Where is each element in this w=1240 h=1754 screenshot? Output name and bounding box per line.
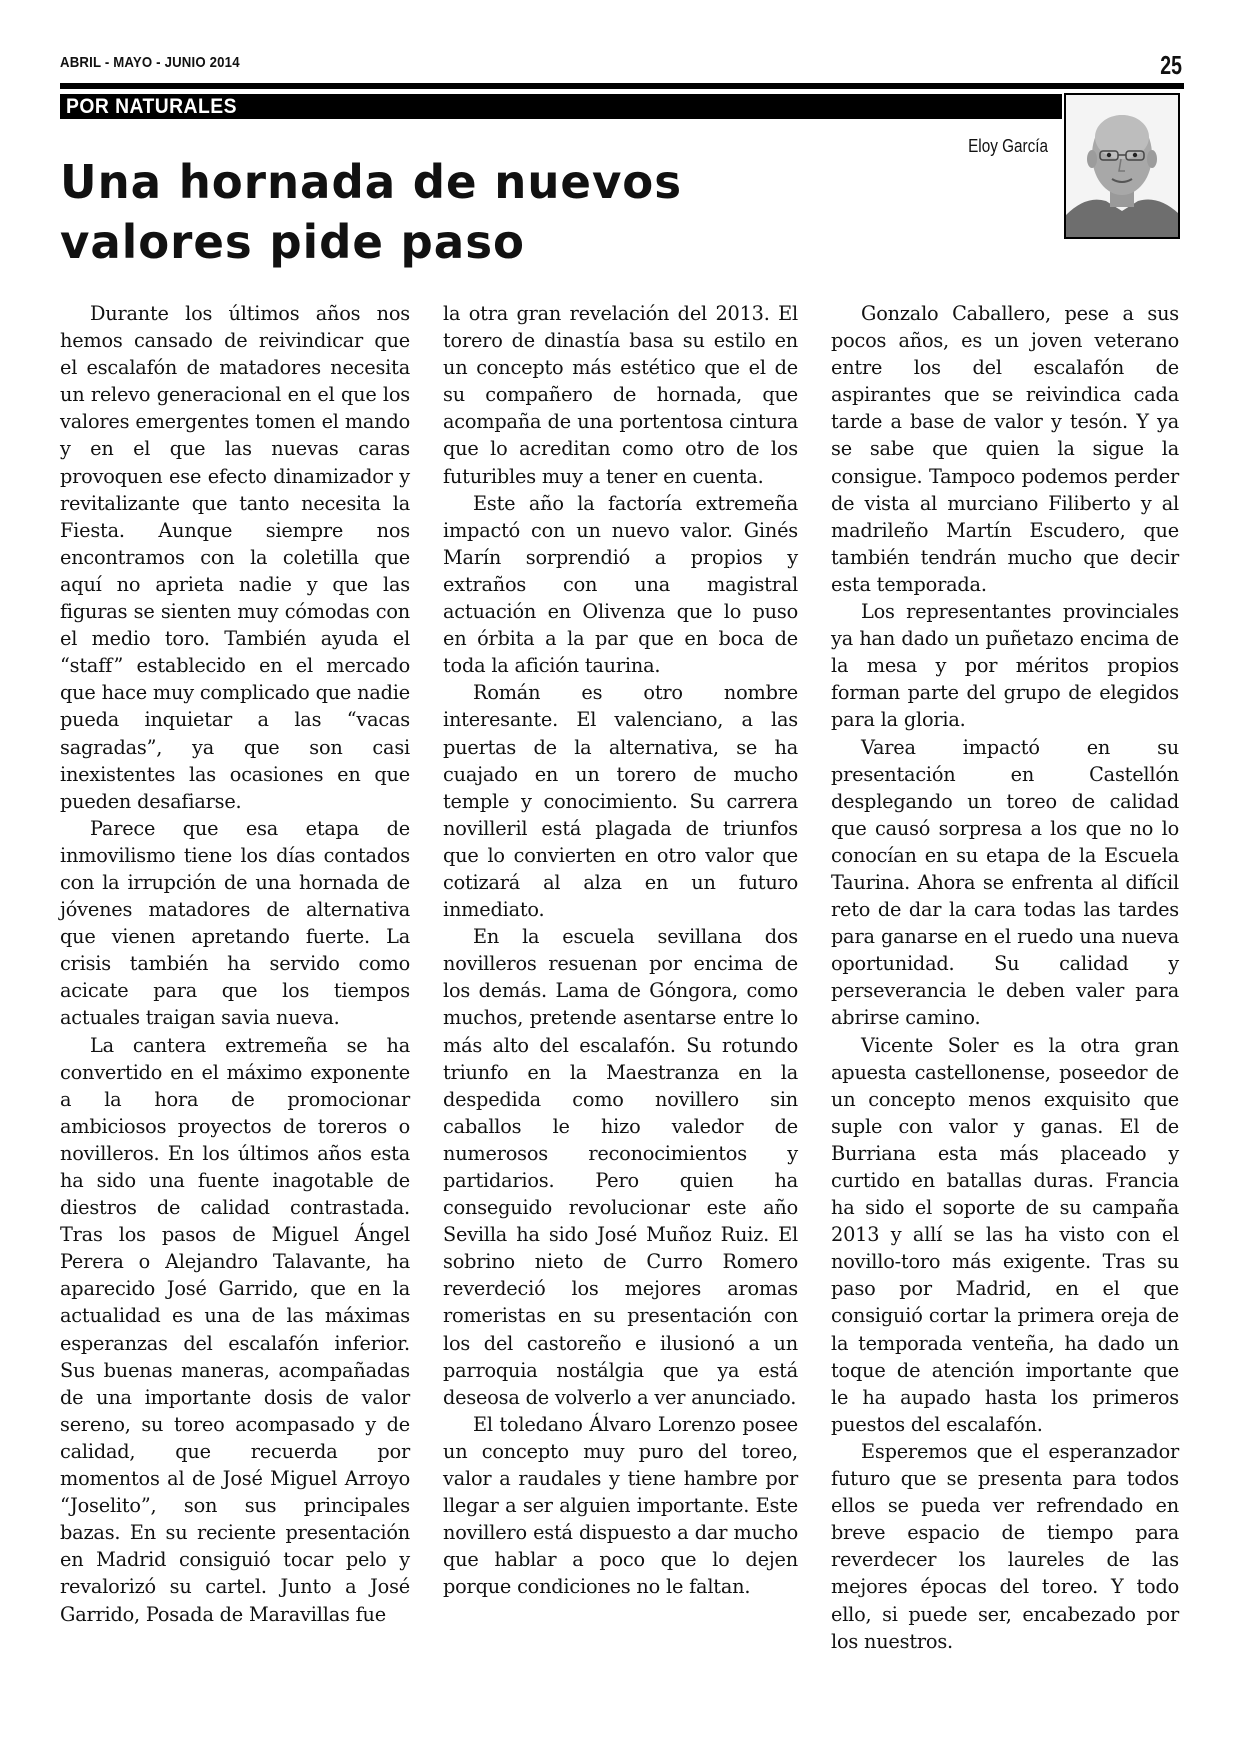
paragraph: Varea impactó en su presentación en Castellón desplegando un toreo de calidad que causó sorpresa a los que no lo conocían en su etapa de la Escuela Taurina. Ahora se enfrenta al difícil reto de dar la cara todas las tardes para ganarse en el ruedo una nueva oportunidad. Su calidad y perseverancia le deben valer para abrirse camino.	[831, 735, 1179, 1030]
paragraph: Román es otro nombre interesante. El valenciano, a las puertas de la alternativa, se ha cuajado en un torero de mucho temple y conocimiento. Su carrera novilleril está plagada de triunfos que lo convierten en otro valor que cotizará al alza en un futuro inmediato.	[443, 681, 798, 922]
article-body	[60, 300, 1180, 1690]
page-number: 25	[1160, 50, 1182, 80]
issue-date: ABRIL - MAYO - JUNIO 2014	[60, 54, 240, 71]
paragraph: Esperemos que el esperanzador futuro que se presenta para todos ellos se pueda ver refrendado en breve espacio de tiempo para reverdecer los laureles de las mejores épocas del toreo. Y todo ello, si puede ser, encabezado por los nuestros.	[831, 1439, 1179, 1653]
paragraph-continued: la otra gran revelación del 2013. El torero de dinastía basa su estilo en un concepto más estético que el de su compañero de hornada, que acompaña de una portentosa cintura que lo acreditan como otro de los futuribles muy a tener en cuenta.	[443, 302, 798, 488]
column-2	[443, 300, 798, 1690]
header-rule	[60, 83, 1184, 89]
paragraph: Vicente Soler es la otra gran apuesta castellonense, poseedor de un concepto menos exquisito que suple con valor y ganas. El de Burriana esta más placeado y curtido en batallas duras. Francia ha sido el soporte de su campaña 2013 y allí se las ha visto con el novillo-toro más exigente. Tras su paso por Madrid, en el que consiguió cortar la primera oreja de la temporada venteña, ha dado un toque de atención importante que le ha aupado hasta los primeros puestos del escalafón.	[831, 1033, 1179, 1436]
paragraph: El toledano Álvaro Lorenzo posee un concepto muy puro del toreo, valor a raudales y tiene hambre por llegar a ser alguien importante. Este novillero está dispuesto a dar mucho que hablar a poco que lo dejen porque condiciones no le faltan.	[443, 1412, 798, 1599]
paragraph: En la escuela sevillana dos novilleros resuenan por encima de los demás. Lama de Góngora, como muchos, pretende asentarse entre lo más alto del escalafón. Su rotundo triunfo en la Maestranza en la despedida como novillero sin caballos le hizo valedor de numerosos reconocimientos y partidarios. Pero quien ha conseguido revolucionar este año Sevilla ha sido José Muñoz Ruiz. El sobrino nieto de Curro Romero reverdeció los mejores aromas romeristas en su presentación con los del castoreño e ilusionó a un parroquia nostálgia que ya está deseosa de volverlo a ver anunciado.	[443, 925, 798, 1409]
article-headline	[60, 152, 682, 272]
paragraph: Parece que esa etapa de inmovilismo tiene los días contados con la irrupción de una hornada de jóvenes matadores de alternativa que vienen apretando fuerte. La crisis también ha servido como acicate para que los tiempos actuales traigan savia nueva.	[60, 816, 410, 1030]
column-1	[60, 300, 410, 1690]
author-photo	[1064, 93, 1180, 239]
author-byline: Eloy García	[968, 136, 1048, 156]
paragraph: Este año la factoría extremeña impactó con un nuevo valor. Ginés Marín sorprendió a propios y extraños con una magistral actuación en Olivenza que lo puso en órbita a la par que en boca de toda la afición taurina.	[443, 491, 798, 678]
headline-line-1: Una hornada de nuevos	[60, 155, 683, 209]
section-label: POR NATURALES	[66, 95, 237, 118]
author-portrait-icon	[1066, 95, 1178, 237]
column-3	[831, 300, 1179, 1690]
headline-line-2: valores pide paso	[60, 215, 525, 269]
paragraph: Durante los últimos años nos hemos cansado de reivindicar que el escalafón de matadores necesita un relevo generacional en el que los valores emergentes tomen el mando y en el que las nuevas caras provoquen ese efecto dinamizador y revitalizante que tanto necesita la Fiesta. Aunque siempre nos encontramos con la coletilla que aquí no aprieta nadie y que las figuras se sienten muy cómodas con el medio toro. También ayuda el “staff” establecido en el mercado que hace muy complicado que nadie pueda inquietar a las “vacas sagradas”, ya que son casi inexistentes las ocasiones en que pueden desafiarse.	[60, 302, 410, 813]
paragraph: Los representantes provinciales ya han dado un puñetazo encima de la mesa y por méritos propios forman parte del grupo de elegidos para la gloria.	[831, 600, 1179, 732]
section-bar	[60, 94, 1062, 119]
paragraph: La cantera extremeña se ha convertido en el máximo exponente a la hora de promocionar ambiciosos proyectos de toreros o novilleros. En los últimos años esta ha sido una fuente inagotable de diestros de calidad contrastada. Tras los pasos de Miguel Ángel Perera o Alejandro Talavante, ha aparecido José Garrido, que en la actualidad es una de las máximas esperanzas del escalafón inferior. Sus buenas maneras, acompañadas de una importante dosis de valor sereno, su toreo acompasado y de calidad, que recuerda por momentos al de José Miguel Arroyo “Joselito”, son sus principales bazas. En su reciente presentación en Madrid consiguió tocar pelo y revalorizó su cartel. Junto a José Garrido, Posada de Maravillas fue	[60, 1033, 410, 1626]
paragraph: Gonzalo Caballero, pese a sus pocos años, es un joven veterano entre los del escalafón de aspirantes que se reivindica cada tarde a base de valor y tesón. Y ya se sabe que quien la sigue la consigue. Tampoco podemos perder de vista al murciano Filiberto y al madrileño Martín Escudero, que también tendrán mucho que decir esta temporada.	[831, 302, 1179, 596]
